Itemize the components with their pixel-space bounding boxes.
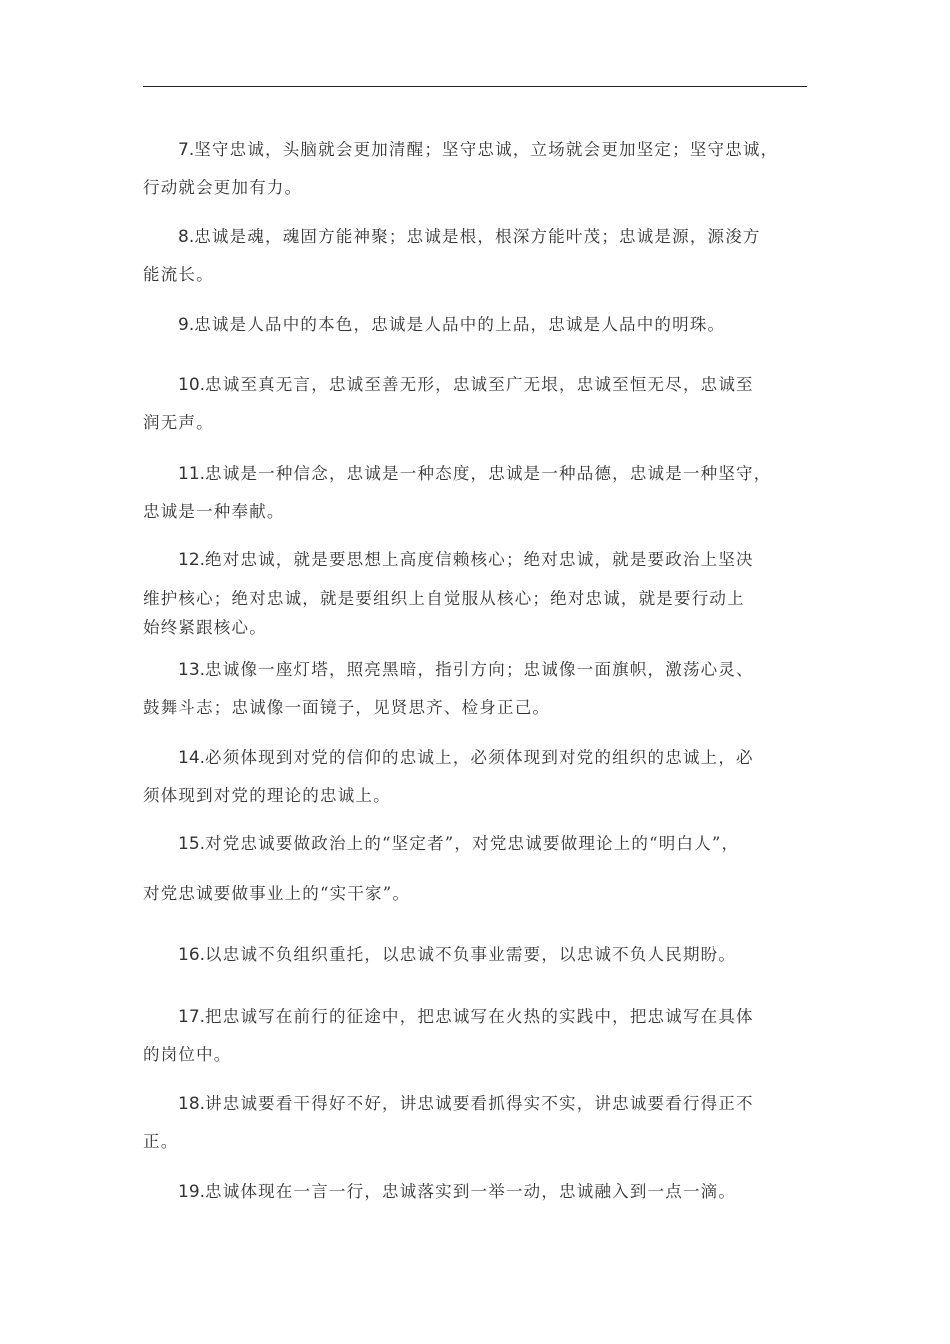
item-number: 16. [178, 945, 206, 965]
item-text: 鼓舞斗志；忠诚像一面镜子，见贤思齐、检身正己。 [143, 698, 551, 717]
item-text: 坚守忠诚，头脑就会更加清醒；坚守忠诚，立场就会更加坚定；坚守忠诚， [194, 140, 779, 159]
item-11 [143, 455, 813, 530]
item-number: 17. [178, 1007, 206, 1027]
item-number: 10. [178, 375, 206, 395]
item-text: 讲忠诚要看干得好不好，讲忠诚要看抓得实不实，讲忠诚要看行得正不 [205, 1094, 754, 1113]
item-text: 忠诚是一种信念，忠诚是一种态度，忠诚是一种品德，忠诚是一种坚守， [205, 464, 772, 483]
item-text: 始终紧跟核心。 [143, 618, 267, 637]
item-text: 把忠诚写在前行的征途中，把忠诚写在火热的实践中，把忠诚写在具体 [205, 1007, 754, 1026]
item-text: 维护核心；绝对忠诚，就是要组织上自觉服从核心；绝对忠诚，就是要行动上 [143, 589, 745, 608]
item-7 [143, 131, 813, 206]
item-19 [143, 1173, 813, 1211]
item-13 [143, 651, 813, 726]
item-text: 行动就会更加有力。 [143, 178, 303, 197]
item-number: 19. [178, 1182, 206, 1202]
item-14 [143, 739, 813, 814]
item-16 [143, 936, 813, 974]
item-number: 11. [178, 464, 206, 484]
item-text: 必须体现到对党的信仰的忠诚上，必须体现到对党的组织的忠诚上，必 [205, 748, 754, 767]
item-number: 15. [178, 834, 206, 854]
item-9 [143, 306, 813, 344]
item-12 [143, 541, 813, 637]
item-text: 忠诚体现在一言一行，忠诚落实到一举一动，忠诚融入到一点一滴。 [205, 1182, 737, 1201]
item-text: 以忠诚不负组织重托，以忠诚不负事业需要，以忠诚不负人民期盼。 [205, 945, 737, 964]
item-number: 13. [178, 660, 206, 680]
item-number: 18. [178, 1094, 206, 1114]
item-8 [143, 218, 813, 293]
item-text: 忠诚像一座灯塔，照亮黑暗，指引方向；忠诚像一面旗帜，激荡心灵、 [205, 660, 754, 679]
item-text: 的岗位中。 [143, 1045, 232, 1064]
item-number: 12. [178, 550, 206, 570]
item-text: 须体现到对党的理论的忠诚上。 [143, 786, 391, 805]
item-text: 忠诚是魂，魂固方能神聚；忠诚是根，根深方能叶茂；忠诚是源，源浚方 [194, 227, 761, 246]
header-rule [143, 86, 807, 87]
item-text: 忠诚是一种奉献。 [143, 502, 285, 521]
item-text: 忠诚是人品中的本色，忠诚是人品中的上品，忠诚是人品中的明珠。 [194, 315, 726, 334]
item-number: 7. [178, 140, 195, 160]
item-18 [143, 1085, 813, 1160]
item-text: 绝对忠诚，就是要思想上高度信赖核心；绝对忠诚，就是要政治上坚决 [205, 550, 754, 569]
item-text: 忠诚至真无言，忠诚至善无形，忠诚至广无垠，忠诚至恒无尽，忠诚至 [205, 375, 754, 394]
item-text: 能流长。 [143, 265, 214, 284]
item-number: 14. [178, 748, 206, 768]
item-number: 8. [178, 227, 195, 247]
item-text: 正。 [143, 1132, 179, 1151]
item-17 [143, 998, 813, 1073]
item-15 [143, 825, 813, 912]
item-text: 润无声。 [143, 413, 214, 432]
item-number: 9. [178, 315, 195, 335]
item-10 [143, 366, 813, 441]
item-text: 对党忠诚要做政治上的“坚定者”，对党忠诚要做理论上的“明白人”， [205, 834, 740, 853]
item-text: 对党忠诚要做事业上的“实干家”。 [143, 884, 411, 903]
